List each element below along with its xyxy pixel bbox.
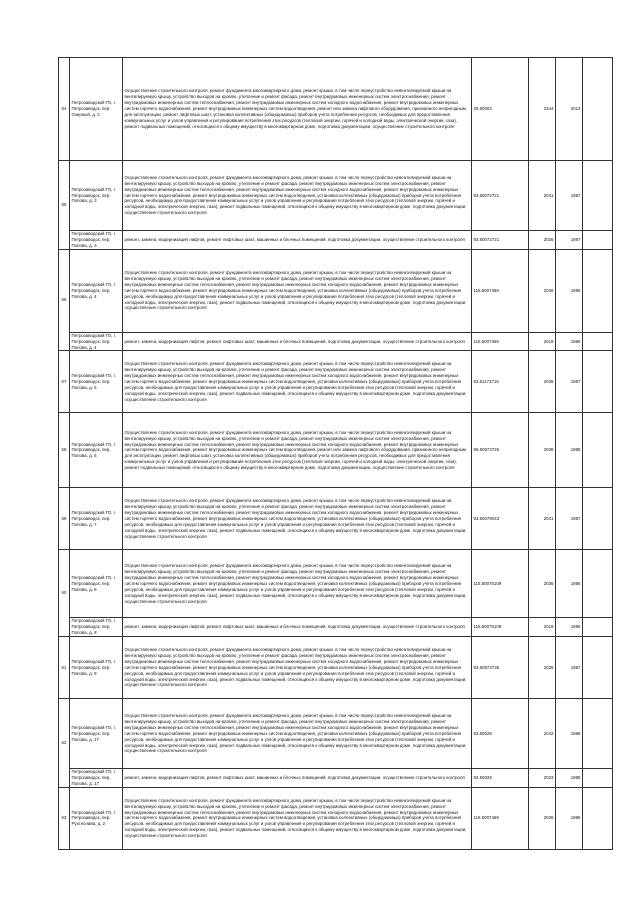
table-row: [59, 637, 613, 699]
area-value: 93.50072721: [472, 231, 529, 250]
row-number: 60: [59, 550, 70, 637]
year-value: 1988: [556, 769, 583, 788]
year-value: 1986: [556, 787, 583, 849]
row-number: 54: [59, 58, 70, 161]
year-value: 1987: [556, 231, 583, 250]
address-cell: Петрозаводский ГО, г. Петрозаводск, пер. Попова, д. 7: [70, 488, 123, 550]
address-cell: Петрозаводский ГО, г. Петрозаводск, пер. Рухтеснайа, д. 2: [70, 787, 123, 849]
works-description: Осуществление строительного контроля, ремонт фундамента многоквартирного дома, ремонт крыши, в том числе переустройство невентилируемой крыши на вентилируемую крышу, устройство выходов на кровлю, утепление и ремонт фасада, ремонт внутридомовых инженерных систем электроснабжения, ремонт внутридомовых инженерных систем теплоснабжения, ремонт внутридомовых инженерных систем холодного водоснабжения, ремонт внутридомовых инженерных систем горячего водоснабжения, ремонт внутридомовых инженерных систем водоотведения, установка коллективных (общедомовых) приборов учета потребления ресурсов, необходимых для предоставления коммунальных услуг и узлов управления и регулирования потребления этих ресурсов (тепловой энергии, горячей и холодной воды, электрической энергии, газа), ремонт подвальных помещений, относящихся к общему имуществу в многоквартирном доме, подготовка документации, осуществление строительного контроля: [123, 488, 472, 550]
works-description: ремонт, замена, модернизация лифтов, ремонт лифтовых шахт, машинных и блочных помещений, подготовка документации, осуществление строительного контроля: [123, 332, 472, 351]
empty-cell: [583, 699, 613, 769]
cost-value: 2039: [529, 637, 556, 699]
empty-cell: [583, 618, 613, 637]
year-value: 1987: [556, 488, 583, 550]
row-number: 57: [59, 351, 70, 413]
area-value: 93.50078043: [472, 488, 529, 550]
row-number: 58: [59, 413, 70, 488]
year-value: 2013: [556, 58, 583, 161]
year-value: 1988: [556, 413, 583, 488]
empty-cell: [583, 488, 613, 550]
table-row: [59, 769, 613, 788]
year-value: 1987: [556, 161, 583, 231]
area-value: 29.50003: [472, 58, 529, 161]
works-description: Осуществление строительного контроля, ремонт фундамента многоквартирного дома, ремонт крыши, в том числе переустройство невентилируемой крыши на вентилируемую крышу, устройство выходов на кровлю, утепление и ремонт фасада, ремонт внутридомовых инженерных систем электроснабжения, ремонт внутридомовых инженерных систем теплоснабжения, ремонт внутридомовых инженерных систем холодного водоснабжения, ремонт внутридомовых инженерных систем горячего водоснабжения, ремонт внутридомовых инженерных систем водоотведения, ремонт или замена лифтового оборудования, признанного непригодным для эксплуатации, ремонт лифтовых шахт, установка коллективных (общедомовых) приборов учета потребления ресурсов, необходимых для предоставления коммунальных услуг и узлов управления и регулирования потребления этих ресурсов (тепловой энергии, горячей и холодной воды, электрической энергии, газа), ремонт подвальных помещений, относящихся к общему имуществу в многоквартирном доме, подготовка документации, осуществление строительного контроля: [123, 413, 472, 488]
empty-cell: [583, 637, 613, 699]
cost-value: 2042: [529, 699, 556, 769]
empty-cell: [583, 161, 613, 231]
cost-value: 2344: [529, 58, 556, 161]
row-number: 62: [59, 699, 70, 788]
empty-cell: [583, 332, 613, 351]
works-description: Осуществление строительного контроля, ремонт фундамента многоквартирного дома, ремонт крыши, в том числе переустройство невентилируемой крыши на вентилируемую крышу, устройство выходов на кровлю, утепление и ремонт фасада, ремонт внутридомовых инженерных систем электроснабжения, ремонт внутридомовых инженерных систем теплоснабжения, ремонт внутридомовых инженерных систем холодного водоснабжения, ремонт внутридомовых инженерных систем горячего водоснабжения, ремонт внутридомовых инженерных систем водоотведения, установка коллективных (общедомовых) приборов учета потребления ресурсов, необходимых для предоставления коммунальных услуг и узлов управления и регулирования потребления этих ресурсов (тепловой энергии, горячей и холодной воды, электрической энергии, газа), ремонт подвальных помещений, относящихся к общему имуществу в многоквартирном доме, подготовка документации, осуществление строительного контроля: [123, 161, 472, 231]
year-value: 1987: [556, 637, 583, 699]
row-number: 56: [59, 249, 70, 351]
empty-cell: [583, 231, 613, 250]
works-description: Осуществление строительного контроля, ремонт фундамента многоквартирного дома, ремонт крыши, в том числе переустройство невентилируемой крыши на вентилируемую крышу, устройство выходов на кровлю, утепление и ремонт фасада, ремонт внутридомовых инженерных систем электроснабжения, ремонт внутридомовых инженерных систем теплоснабжения, ремонт внутридомовых инженерных систем холодного водоснабжения, ремонт внутридомовых инженерных систем горячего водоснабжения, ремонт внутридомовых инженерных систем водоотведения, установка коллективных (общедомовых) приборов учета потребления ресурсов, необходимых для предоставления коммунальных услуг и узлов управления и регулирования потребления этих ресурсов (тепловой энергии, горячей и холодной воды, электрической энергии, газа), ремонт подвальных помещений, относящихся к общему имуществу в многоквартирном доме, подготовка документации, осуществление строительного контроля: [123, 637, 472, 699]
year-value: 1987: [556, 351, 583, 413]
table-row: [59, 351, 613, 413]
row-number: 63: [59, 787, 70, 849]
area-value: 115.50075109: [472, 550, 529, 618]
table-row: [59, 488, 613, 550]
row-number: 59: [59, 488, 70, 550]
area-value: 93.50072721: [472, 161, 529, 231]
cost-value: 2036: [529, 787, 556, 849]
year-value: 1986: [556, 332, 583, 351]
address-cell: Петрозаводский ГО, г. Петрозаводск, пер. Попова, д. 8: [70, 550, 123, 618]
table-row: [59, 618, 613, 637]
address-cell: Петрозаводский ГО, г. Петрозаводск, пер. Попова, д. 6: [70, 413, 123, 488]
works-description: Осуществление строительного контроля, ремонт фундамента многоквартирного дома, ремонт крыши, в том числе переустройство невентилируемой крыши на вентилируемую крышу, устройство выходов на кровлю, утепление и ремонт фасада, ремонт внутридомовых инженерных систем электроснабжения, ремонт внутридомовых инженерных систем теплоснабжения, ремонт внутридомовых инженерных систем холодного водоснабжения, ремонт внутридомовых инженерных систем горячего водоснабжения, ремонт внутридомовых инженерных систем водоотведения, ремонт или замена лифтового оборудования, признанного непригодным для эксплуатации, ремонт лифтовых шахт, установка коллективных (общедомовых) приборов учета потребления ресурсов, необходимых для предоставления коммунальных услуг и узлов управления и регулирования потребления этих ресурсов (тепловой энергии, горячей и холодной воды, электрической энергии, газа), ремонт подвальных помещений, относящихся к общему имуществу в многоквартирном доме, подготовка документации, осуществление строительного контроля: [123, 58, 472, 161]
repair-program-table: [58, 57, 613, 850]
table-row: [59, 787, 613, 849]
year-value: 1988: [556, 699, 583, 769]
cost-value: 2019: [529, 618, 556, 637]
address-cell: Петрозаводский ГО, г. Петрозаводск, пер. Попова, д. 17: [70, 769, 123, 788]
table-row: [59, 699, 613, 769]
cost-value: 2035: [529, 351, 556, 413]
address-cell: Петрозаводский ГО, г. Петрозаводск, пер. Попова, д. 3: [70, 161, 123, 231]
table-row: [59, 413, 613, 488]
works-description: Осуществление строительного контроля, ремонт фундамента многоквартирного дома, ремонт крыши, в том числе переустройство невентилируемой крыши на вентилируемую крышу, устройство выходов на кровлю, утепление и ремонт фасада, ремонт внутридомовых инженерных систем электроснабжения, ремонт внутридомовых инженерных систем теплоснабжения, ремонт внутридомовых инженерных систем холодного водоснабжения, ремонт внутридомовых инженерных систем горячего водоснабжения, ремонт внутридомовых инженерных систем водоотведения, установка коллективных (общедомовых) приборов учета потребления ресурсов, необходимых для предоставления коммунальных услуг и узлов управления и регулирования потребления этих ресурсов (тепловой энергии, горячей и холодной воды, электрической энергии, газа), ремонт подвальных помещений, относящихся к общему имуществу в многоквартирном доме, подготовка документации, осуществление строительного контроля: [123, 550, 472, 618]
empty-cell: [583, 769, 613, 788]
address-cell: Петрозаводский ГО, г. Петрозаводск, пер. Попова, д. 4: [70, 249, 123, 332]
table-body: [59, 58, 613, 850]
table-row: [59, 161, 613, 231]
address-cell: Петрозаводский ГО, г. Петрозаводск, пер. Попова, д. 5: [70, 351, 123, 413]
address-cell: Петрозаводский ГО, г. Петрозаводск, пер. Попова, д. 9: [70, 637, 123, 699]
address-cell: Петрозаводский ГО, г. Петрозаводск, пер. Попова, д. 17: [70, 699, 123, 769]
works-description: Осуществление строительного контроля, ремонт фундамента многоквартирного дома, ремонт крыши, в том числе переустройство невентилируемой крыши на вентилируемую крышу, устройство выходов на кровлю, утепление и ремонт фасада, ремонт внутридомовых инженерных систем электроснабжения, ремонт внутридомовых инженерных систем теплоснабжения, ремонт внутридомовых инженерных систем холодного водоснабжения, ремонт внутридомовых инженерных систем горячего водоснабжения, ремонт внутридомовых инженерных систем водоотведения, установка коллективных (общедомовых) приборов учета потребления ресурсов, необходимых для предоставления коммунальных услуг и узлов управления и регулирования потребления этих ресурсов (тепловой энергии, горячей и холодной воды, электрической энергии, газа), ремонт подвальных помещений, относящихся к общему имуществу в многоквартирном доме, подготовка документации, осуществление строительного контроля: [123, 699, 472, 769]
empty-cell: [583, 58, 613, 161]
area-value: 115.50075109: [472, 618, 529, 637]
cost-value: 2023: [529, 769, 556, 788]
empty-cell: [583, 413, 613, 488]
area-value: 93.50028: [472, 769, 529, 788]
works-description: ремонт, замена, модернизация лифтов, ремонт лифтовых шахт, машинных и блочных помещений, подготовка документации, осуществление строительного контроля: [123, 231, 472, 250]
area-value: 93.51173716: [472, 351, 529, 413]
area-value: 95.50973726: [472, 413, 529, 488]
works-description: ремонт, замена, модернизация лифтов, ремонт лифтовых шахт, машинных и блочных помещений, подготовка документации, осуществление строительного контроля: [123, 769, 472, 788]
works-description: ремонт, замена, модернизация лифтов, ремонт лифтовых шахт, машинных и блочных помещений, подготовка документации, осуществление строительного контроля: [123, 618, 472, 637]
address-cell: Петрозаводский ГО, г. Петрозаводск, пер. Попова, д. 3: [70, 231, 123, 250]
area-value: 115.5007459: [472, 332, 529, 351]
table-row: [59, 58, 613, 161]
empty-cell: [583, 249, 613, 332]
row-number: 55: [59, 161, 70, 250]
cost-value: 2036: [529, 550, 556, 618]
table-row: [59, 332, 613, 351]
empty-cell: [583, 787, 613, 849]
table-row: [59, 249, 613, 332]
works-description: Осуществление строительного контроля, ремонт фундамента многоквартирного дома, ремонт крыши, в том числе переустройство невентилируемой крыши на вентилируемую крышу, устройство выходов на кровлю, утепление и ремонт фасада, ремонт внутридомовых инженерных систем электроснабжения, ремонт внутридомовых инженерных систем теплоснабжения, ремонт внутридомовых инженерных систем холодного водоснабжения, ремонт внутридомовых инженерных систем горячего водоснабжения, ремонт внутридомовых инженерных систем водоотведения, установка коллективных (общедомовых) приборов учета потребления ресурсов, необходимых для предоставления коммунальных услуг и узлов управления и регулирования потребления этих ресурсов (тепловой энергии, горячей и холодной воды, электрической энергии, газа), ремонт подвальных помещений, относящихся к общему имуществу в многоквартирном доме, подготовка документации, осуществление строительного контроля: [123, 351, 472, 413]
year-value: 1986: [556, 618, 583, 637]
table-row: [59, 550, 613, 618]
empty-cell: [583, 550, 613, 618]
cost-value: 2036: [529, 249, 556, 332]
area-value: 115.5007459: [472, 249, 529, 332]
area-value: 93.50973735: [472, 637, 529, 699]
works-description: Осуществление строительного контроля, ремонт фундамента многоквартирного дома, ремонт крыши, в том числе переустройство невентилируемой крыши на вентилируемую крышу, устройство выходов на кровлю, утепление и ремонт фасада, ремонт внутридомовых инженерных систем электроснабжения, ремонт внутридомовых инженерных систем теплоснабжения, ремонт внутридомовых инженерных систем холодного водоснабжения, ремонт внутридомовых инженерных систем горячего водоснабжения, ремонт внутридомовых инженерных систем водоотведения, установка коллективных (общедомовых) приборов учета потребления ресурсов, необходимых для предоставления коммунальных услуг и узлов управления и регулирования потребления этих ресурсов (тепловой энергии, горячей и холодной воды, электрической энергии, газа), ремонт подвальных помещений, относящихся к общему имуществу в многоквартирном доме, подготовка документации, осуществление строительного контроля: [123, 787, 472, 849]
cost-value: 2026: [529, 231, 556, 250]
year-value: 1986: [556, 550, 583, 618]
address-cell: Петрозаводский ГО, г. Петрозаводск, пер. Попова, д. 4: [70, 332, 123, 351]
cost-value: 2019: [529, 332, 556, 351]
cost-value: 2041: [529, 161, 556, 231]
table-row: [59, 231, 613, 250]
works-description: Осуществление строительного контроля, ремонт фундамента многоквартирного дома, ремонт крыши, в том числе переустройство невентилируемой крыши на вентилируемую крышу, устройство выходов на кровлю, утепление и ремонт фасада, ремонт внутридомовых инженерных систем электроснабжения, ремонт внутридомовых инженерных систем теплоснабжения, ремонт внутридомовых инженерных систем холодного водоснабжения, ремонт внутридомовых инженерных систем горячего водоснабжения, ремонт внутридомовых инженерных систем водоотведения, установка коллективных (общедомовых) приборов учета потребления ресурсов, необходимых для предоставления коммунальных услуг и узлов управления и регулирования потребления этих ресурсов (тепловой энергии, горячей и холодной воды, электрической энергии, газа), ремонт подвальных помещений, относящихся к общему имуществу в многоквартирном доме, подготовка документации, осуществление строительного контроля: [123, 249, 472, 332]
cost-value: 2038: [529, 413, 556, 488]
area-value: 93.50028: [472, 699, 529, 769]
address-cell: Петрозаводский ГО, г. Петрозаводск, пер. Попова, д. 8: [70, 618, 123, 637]
cost-value: 2041: [529, 488, 556, 550]
row-number: 61: [59, 637, 70, 699]
year-value: 1986: [556, 249, 583, 332]
address-cell: Петрозаводский ГО, г. Петрозаводск, пер. Озерный, д. 2: [70, 58, 123, 161]
area-value: 118.6007459: [472, 787, 529, 849]
empty-cell: [583, 351, 613, 413]
